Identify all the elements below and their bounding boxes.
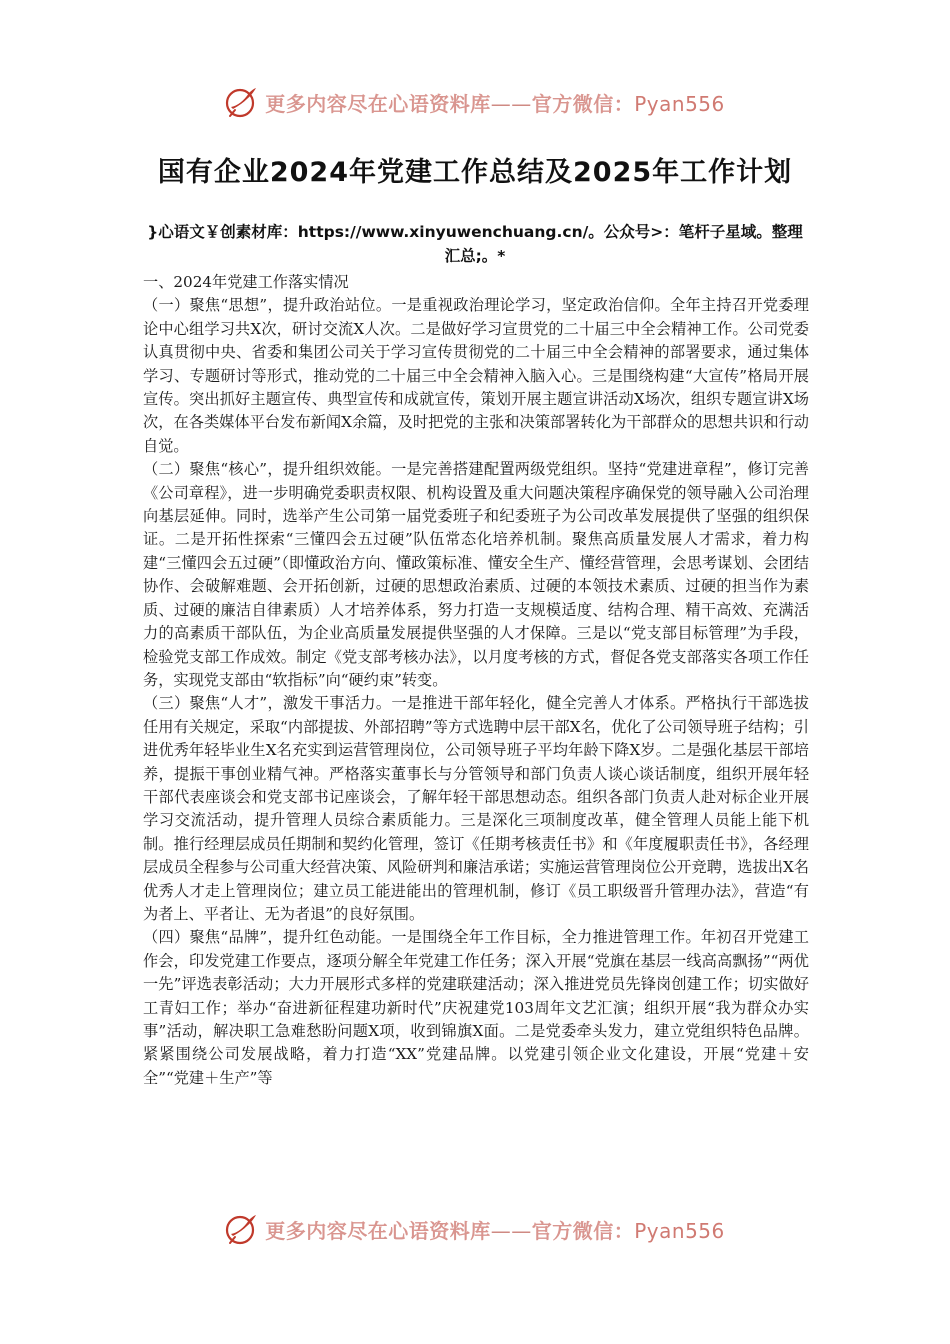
footer-banner <box>0 1207 950 1251</box>
section-heading: 一、2024年党建工作落实情况 <box>143 273 349 291</box>
document-title: 国有企业2024年党建工作总结及2025年工作计划 <box>157 157 793 188</box>
paragraph: （四）聚焦“品牌”，提升红色动能。一是围绕全年工作目标，全力推进管理工作。年初召开党建工作会，印发党建工作要点，逐项分解全年党建工作任务；深入开展“党旗在基层一线高高飘扬”“两优一先”评选表彰活动；大力开展形式多样的党建联建活动；深入推进党员先锋岗创建工作；切实做好工青妇工作；举办“奋进新征程建功新时代”庆祝建党103周年文艺汇演；组织开展“我为群众办实事”活动，解决职工急难愁盼问题X项，收到锦旗X面。二是党委牵头发力，建立党组织特色品牌。紧紧围绕公司发展战略，着力打造“XX”党建品牌。以党建引领企业文化建设，开展“党建＋安全”“党建＋生产”等 <box>143 928 809 1087</box>
quill-pen-logo-icon <box>225 85 259 119</box>
paragraph: （一）聚焦“思想”，提升政治站位。一是重视政治理论学习，坚定政治信仰。全年主持召开党委理论中心组学习共X次，研讨交流X人次。二是做好学习宣贯党的二十届三中全会精神工作。公司党委认真贯彻中央、省委和集团公司关于学习宣传贯彻党的二十届三中全会精神的部署要求，通过集体学习、专题研讨等形式，推动党的二十届三中全会精神入脑入心。三是围绕构建“大宣传”格局开展宣传。突出抓好主题宣传、典型宣传和成就宣传，策划开展主题宣讲活动X场次，组织专题宣讲X场次，在各类媒体平台发布新闻X余篇，及时把党的主张和决策部署转化为干部群众的思想共识和行动自觉。 <box>143 296 809 455</box>
banner-text: 更多内容尽在心语资料库——官方微信：Pyan556 <box>265 1218 725 1243</box>
paragraph: （三）聚焦“人才”，激发干事活力。一是推进干部年轻化，健全完善人才体系。严格执行干部选拔任用有关规定，采取“内部提拔、外部招聘”等方式选聘中层干部X名，优化了公司领导班子结构；引进优秀年轻毕业生X名充实到运营管理岗位，公司领导班子平均年龄下降X岁。二是强化基层干部培养，提振干事创业精气神。严格落实董事长与分管领导和部门负责人谈心谈话制度，组织开展年轻干部代表座谈会和党支部书记座谈会，了解年轻干部思想动态。组织各部门负责人赴对标企业开展学习交流活动，提升管理人员综合素质能力。三是深化三项制度改革，健全管理人员能上能下机制。推行经理层成员任期制和契约化管理，签订《任期考核责任书》和《年度履职责任书》，各经理层成员全程参与公司重大经营决策、风险研判和廉洁承诺；实施运营管理岗位公开竞聘，选拔出X名优秀人才走上管理岗位；建立员工能进能出的管理机制，修订《员工职级晋升管理办法》，营造“有为者上、平者让、无为者退”的良好氛围。 <box>143 694 809 923</box>
source-line: }心语文￥创素材库：https://www.xinyuwenchuang.cn/。公众号>：笔杆子星域。整理汇总;。* <box>147 223 803 265</box>
header-banner <box>0 80 950 124</box>
paragraph: （二）聚焦“核心”，提升组织效能。一是完善搭建配置两级党组织。坚持“党建进章程”，修订完善《公司章程》，进一步明确党委职责权限、机构设置及重大问题决策程序确保党的领导融入公司治理向基层延伸。同时，选举产生公司第一届党委班子和纪委班子为公司改革发展提供了坚强的组织保证。二是开拓性探索“三懂四会五过硬”队伍常态化培养机制。聚焦高质量发展人才需求，着力构建“三懂四会五过硬”（即懂政治方向、懂政策标准、懂安全生产、懂经营管理，会思考谋划、会团结协作、会破解难题、会开拓创新，过硬的思想政治素质、过硬的本领技术素质、过硬的担当作为素质、过硬的廉洁自律素质）人才培养体系，努力打造一支规模适度、结构合理、精干高效、充满活力的高素质干部队伍，为企业高质量发展提供坚强的人才保障。三是以“党支部目标管理”为手段，检验党支部工作成效。制定《党支部考核办法》，以月度考核的方式，督促各党支部落实各项工作任务，实现党支部由“软指标”向“硬约束”转变。 <box>143 460 809 689</box>
banner-text: 更多内容尽在心语资料库——官方微信：Pyan556 <box>265 91 725 116</box>
document-body <box>143 271 809 1090</box>
quill-pen-logo-icon <box>225 1212 259 1246</box>
